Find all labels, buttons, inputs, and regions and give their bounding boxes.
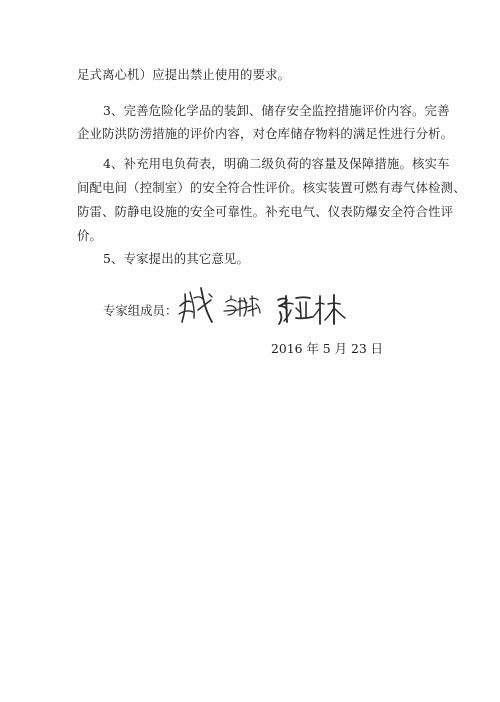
paragraph-4-line-1: 4、补充用电负荷表，明确二级负荷的容量及保障措施。核实车 (103, 156, 450, 171)
paragraph-4-line-4: 价。 (77, 228, 103, 243)
paragraph-2-line-1: 足式离心机）应提出禁止使用的要求。 (77, 67, 291, 82)
document-date: 2016 年 5 月 23 日 (271, 341, 384, 356)
paragraph-5-line-1: 5、专家提出的其它意见。 (103, 251, 249, 266)
signers-label: 专家组成员： (103, 303, 178, 318)
paragraph-3-line-2: 企业防洪防涝措施的评价内容，对仓库储存物料的满足性进行分析。 (77, 126, 454, 141)
handwritten-signatures (176, 284, 348, 328)
paragraph-3-line-1: 3、完善危险化学品的装卸、储存安全监控措施评价内容。完善 (103, 103, 450, 118)
paragraph-4-line-3: 防雷、防静电设施的安全可靠性。补充电气、仪表防爆安全符合性评 (77, 204, 454, 219)
paragraph-4-line-2: 间配电间（控制室）的安全符合性评价。核实装置可燃有毒气体检测、 (77, 180, 466, 195)
